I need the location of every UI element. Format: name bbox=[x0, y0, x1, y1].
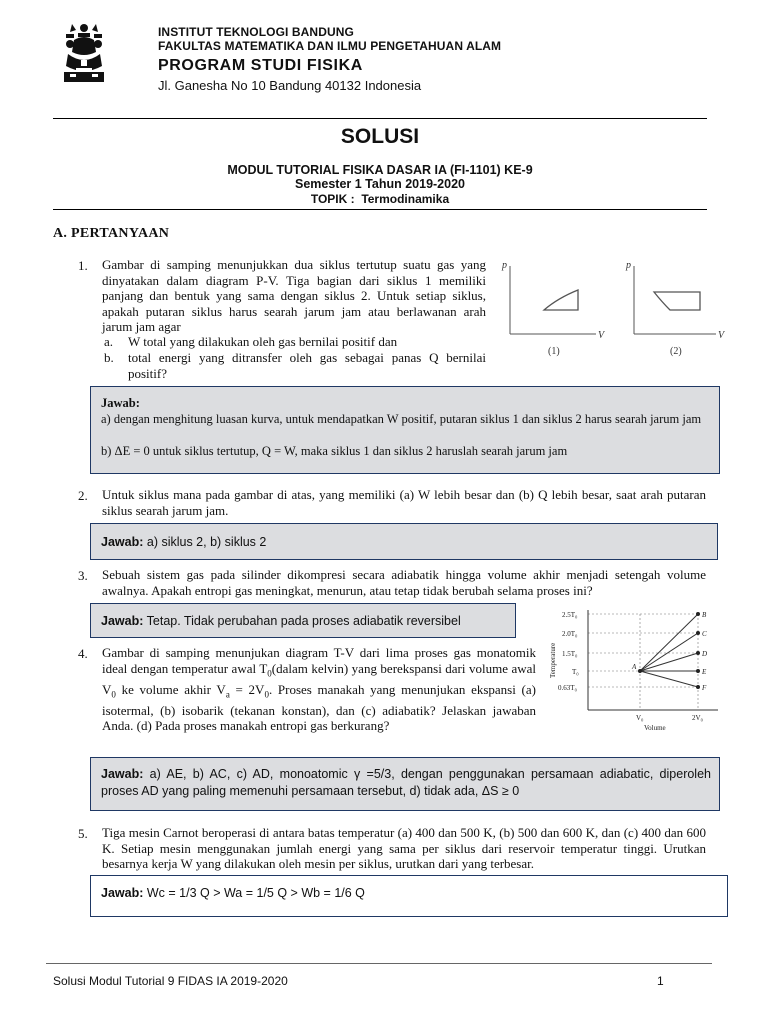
q1-text: Gambar di samping menunjukkan dua siklus tertutup suatu gas yang dinyatakan dalam diagram P-V. Tiga bagian dari siklus 1 memiliki panjang dan bentuk yang sama dengan siklus 2. Untuk setiap siklus, apakah putaran siklus harus searah jarum jam atau berlawanan arah jarum jam agar bbox=[102, 257, 486, 334]
q1-b-text: total energi yang ditransfer oleh gas sebagai panas Q bernilai positif? bbox=[128, 350, 486, 381]
svg-text:2V₀: 2V₀ bbox=[692, 714, 703, 722]
q4-text: Gambar di samping menunjukan diagram T-V dari lima proses gas monatomik ideal dengan temperatur awal $T_0(dalam$ kelvin) yang berekspansi dari volume awal $V_0$ ke volume akhir $V_a = 2V_0$. Proses manakah yang menunjukan ekspansi (a) isotermal, (b) isobarik (tekanan konstan), dan (c) adiabatik? Jelaskan jawaban Anda. (d) Pada proses manakah entropi gas berkurang? bbox=[102, 645, 536, 734]
svg-text:2.5T₀: 2.5T₀ bbox=[562, 611, 578, 619]
topic-label: TOPIK : bbox=[310, 192, 355, 206]
cycle-2-path bbox=[654, 292, 700, 310]
q3-answer-text: Tetap. Tidak perubahan pada proses adiabatik reversibel bbox=[143, 614, 461, 628]
program-name: PROGRAM STUDI FISIKA bbox=[158, 57, 363, 74]
q4-answer-label: Jawab: bbox=[101, 767, 144, 781]
q3-answer bbox=[101, 613, 461, 629]
q2-answer-box bbox=[90, 523, 718, 560]
q3-number: 3. bbox=[78, 568, 88, 583]
q1-a-text: W total yang dilakukan oleh gas bernilai positif dan bbox=[128, 334, 398, 349]
svg-text:E: E bbox=[702, 668, 707, 676]
svg-text:C: C bbox=[702, 630, 707, 638]
q5-answer-label: Jawab: bbox=[101, 886, 144, 900]
q4-number: 4. bbox=[78, 646, 88, 661]
cycle-1-path bbox=[544, 290, 578, 310]
svg-text:F: F bbox=[702, 684, 707, 692]
section-heading: A. PERTANYAAN bbox=[53, 226, 170, 241]
q1-a-label: a. bbox=[104, 334, 114, 349]
doc-subtitle-2: Semester 1 Tahun 2019-2020 bbox=[294, 177, 465, 191]
q1-number: 1. bbox=[78, 258, 88, 273]
q2-text: Untuk siklus mana pada gambar di atas, yang memiliki (a) W lebih besar dan (b) Q lebih besar, saat arah putaran siklus searah jarum jam. bbox=[102, 487, 706, 518]
doc-topic bbox=[0, 192, 760, 206]
tv-diagram-figure bbox=[548, 606, 738, 736]
itb-logo bbox=[62, 18, 106, 86]
fig2-caption: (2) bbox=[670, 346, 682, 357]
svg-text:Volume: Volume bbox=[644, 724, 666, 732]
q5-answer-box bbox=[90, 875, 728, 917]
svg-text:2.0T₀: 2.0T₀ bbox=[562, 630, 578, 638]
q1-answer-b: b) ΔE = 0 untuk siklus tertutup, Q = W, maka siklus 1 dan siklus 2 haruslah searah jarum jam bbox=[101, 444, 568, 458]
q3-answer-box bbox=[90, 603, 516, 638]
q4-answer-text: a) AE, b) AC, c) AD, monoatomic γ =5/3, dengan penggunakan persamaan adiabatic, diperoleh proses AD yang paling memenuhi persamaan tersebut, d) tidak ada, ΔS ≥ 0 bbox=[101, 767, 711, 798]
fig2-v-label: V bbox=[718, 330, 725, 341]
faculty-name: FAKULTAS MATEMATIKA DAN ILMU PENGETAHUAN ALAM bbox=[158, 39, 502, 53]
q5-answer bbox=[101, 885, 365, 901]
q1-answer-box bbox=[90, 386, 720, 474]
q4-answer-box bbox=[90, 757, 720, 811]
institution-name: INSTITUT TEKNOLOGI BANDUNG bbox=[158, 25, 354, 39]
svg-text:Temperature: Temperature bbox=[549, 642, 557, 678]
q2-answer-label: Jawab: bbox=[101, 535, 144, 549]
svg-text:V₀: V₀ bbox=[636, 714, 644, 722]
q2-number: 2. bbox=[78, 488, 88, 503]
q3-answer-label: Jawab: bbox=[101, 614, 144, 628]
doc-subtitle-1: MODUL TUTORIAL FISIKA DASAR IA (FI-1101) KE-9 bbox=[227, 163, 533, 177]
svg-text:1.5T₀: 1.5T₀ bbox=[562, 650, 578, 658]
q1-answer-a: a) dengan menghitung luasan kurva, untuk mendapatkan W positif, putaran siklus 1 dan siklus 2 harus searah jarum jam bbox=[101, 412, 702, 426]
q5-number: 5. bbox=[78, 826, 88, 841]
fig2-p-label: p bbox=[626, 260, 631, 271]
process-af bbox=[640, 671, 698, 687]
doc-title: SOLUSI bbox=[340, 125, 420, 148]
q5-text: Tiga mesin Carnot beroperasi di antara batas temperatur (a) 400 dan 500 K, (b) 500 dan 600 K, dan (c) 400 dan 600 K. Setiap mesin menggunakan jumlah energi yang sama per siklus dari reservoir temperatur tinggi. Urutkan besarnya kerja W yang dilakukan oleh mesin per siklus, urutkan dari yang terbesar. bbox=[102, 825, 706, 871]
footer-text: Solusi Modul Tutorial 9 FIDAS IA 2019-2020 bbox=[53, 974, 288, 988]
pv-cycles-figure bbox=[496, 252, 736, 364]
footer-divider bbox=[46, 963, 712, 964]
q1-answer-title: Jawab: bbox=[101, 396, 140, 410]
address: Jl. Ganesha No 10 Bandung 40132 Indonesia bbox=[158, 78, 422, 93]
q3-text: Sebuah sistem gas pada silinder dikompresi secara adiabatik hingga volume akhir menjadi setengah volume awalnya. Apakah entropi gas meningkat, menurun, atau tetap tidak berubah selama proses ini? bbox=[102, 567, 706, 598]
title-divider bbox=[53, 209, 707, 210]
q1-b-label: b. bbox=[104, 350, 114, 365]
svg-text:T₀: T₀ bbox=[572, 668, 579, 676]
fig1-p-label: p bbox=[502, 260, 507, 271]
q2-answer bbox=[101, 534, 266, 550]
svg-text:0.63T₀: 0.63T₀ bbox=[558, 684, 577, 692]
q4-answer bbox=[101, 766, 711, 800]
svg-text:D: D bbox=[702, 650, 708, 658]
svg-text:A: A bbox=[632, 663, 637, 671]
fig1-v-label: V bbox=[598, 330, 605, 341]
topic-value: Termodinamika bbox=[361, 192, 450, 206]
fig1-caption: (1) bbox=[548, 346, 560, 357]
q5-answer-text: Wc = 1/3 Q > Wa = 1/5 Q > Wb = 1/6 Q bbox=[143, 886, 365, 900]
header-divider bbox=[53, 118, 707, 119]
svg-text:B: B bbox=[702, 611, 707, 619]
page-number: 1 bbox=[657, 974, 664, 988]
process-ac bbox=[640, 633, 698, 671]
q2-answer-text: a) siklus 2, b) siklus 2 bbox=[143, 535, 267, 549]
